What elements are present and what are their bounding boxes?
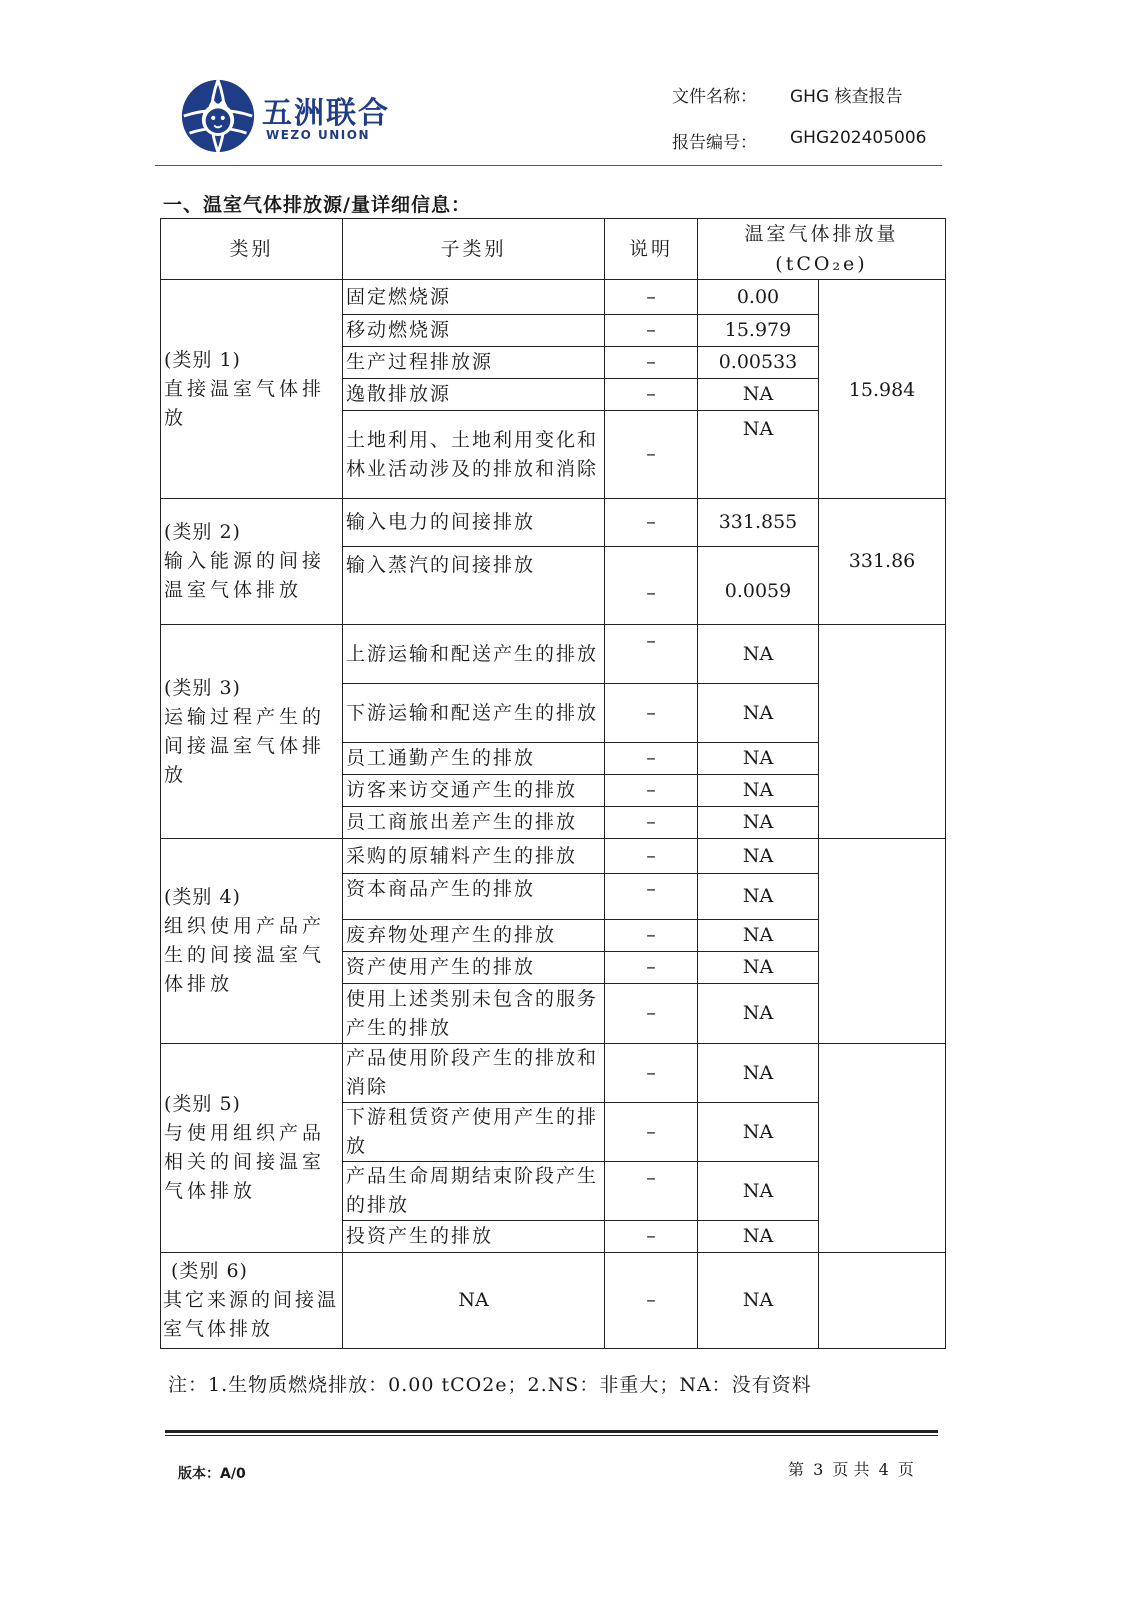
emission-value: NA (698, 1253, 819, 1349)
emission-value: NA (698, 743, 819, 775)
footer-divider-thick (165, 1430, 938, 1433)
version-label: 版本：A/0 (178, 1466, 246, 1482)
subcategory-cell: 使用上述类别未包含的服务产生的排放 (343, 984, 605, 1044)
page-prefix: 第 (788, 1460, 805, 1479)
subcategory-cell: 输入蒸汽的间接排放 (343, 547, 605, 625)
emission-value: NA (698, 411, 819, 499)
category-total (819, 839, 946, 1044)
emission-value: 0.00533 (698, 347, 819, 379)
header-emission-title: 温室气体排放量 (744, 223, 899, 245)
subcategory-cell: 下游运输和配送产生的排放 (343, 684, 605, 743)
emissions-table (160, 218, 946, 1349)
note-cell: – (605, 839, 698, 874)
note-cell: – (605, 1103, 698, 1162)
table-row (161, 280, 946, 315)
emission-value: NA (698, 1221, 819, 1253)
subcategory-cell: 资本商品产生的排放 (343, 874, 605, 920)
emission-value: 15.979 (698, 315, 819, 347)
doc-name-value: GHG 核查报告 (790, 87, 903, 107)
header-subcategory: 子类别 (343, 219, 605, 280)
emission-value: NA (698, 984, 819, 1044)
doc-name-label: 文件名称： (672, 87, 757, 107)
subcategory-cell: 固定燃烧源 (343, 280, 605, 315)
category-name: 运输过程产生的间接温室气体排放 (164, 705, 326, 786)
table-row (161, 625, 946, 684)
note-cell: – (605, 920, 698, 952)
emission-value: NA (698, 625, 819, 684)
note-cell: – (605, 874, 698, 920)
note-cell: – (605, 743, 698, 775)
emission-value: 331.855 (698, 499, 819, 547)
emission-value: NA (698, 920, 819, 952)
table-row (161, 499, 946, 547)
category-total: 331.86 (819, 499, 946, 625)
emission-value: NA (698, 839, 819, 874)
category-cell (161, 1253, 343, 1349)
page-suffix: 页 (897, 1460, 914, 1479)
emission-value: NA (698, 807, 819, 839)
category-name: 与使用组织产品相关的间接温室气体排放 (164, 1122, 326, 1202)
subcategory-cell: 员工通勤产生的排放 (343, 743, 605, 775)
header-emission-unit: (tCO₂e) (775, 253, 868, 275)
table-row (161, 1044, 946, 1103)
note-cell: – (605, 625, 698, 684)
category-number: (类别 4) (164, 886, 241, 908)
section-title: 一、温室气体排放源/量详细信息： (163, 194, 471, 216)
note-cell: – (605, 952, 698, 984)
wezo-logo-icon (180, 78, 256, 154)
subcategory-cell: 下游租赁资产使用产生的排放 (343, 1103, 605, 1162)
emission-value: NA (698, 379, 819, 411)
subcategory-cell: 产品生命周期结束阶段产生的排放 (343, 1162, 605, 1221)
subcategory-cell: 采购的原辅料产生的排放 (343, 839, 605, 874)
page-total: 4 (878, 1460, 889, 1479)
subcategory-cell: 移动燃烧源 (343, 315, 605, 347)
footer-divider-thin (165, 1435, 938, 1436)
emission-value: NA (698, 1103, 819, 1162)
brand-name-en: WEZO UNION (266, 128, 371, 142)
subcategory-cell: 访客来访交通产生的排放 (343, 775, 605, 807)
emission-value: NA (698, 952, 819, 984)
category-number: (类别 1) (164, 348, 241, 371)
category-number: (类别 5) (164, 1093, 241, 1115)
report-no-label: 报告编号： (672, 133, 757, 153)
note-cell: – (605, 411, 698, 499)
category-cell (161, 499, 343, 625)
category-cell (161, 625, 343, 839)
table-row (161, 1253, 946, 1349)
category-total: 15.984 (819, 280, 946, 499)
subcategory-cell: NA (343, 1253, 605, 1349)
emission-value: NA (698, 874, 819, 920)
category-name: 输入能源的间接温室气体排放 (164, 550, 326, 601)
note-cell: – (605, 315, 698, 347)
note-cell: – (605, 547, 698, 625)
subcategory-cell: 投资产生的排放 (343, 1221, 605, 1253)
note-cell: – (605, 807, 698, 839)
emission-value: NA (698, 1044, 819, 1103)
table-header-row (161, 219, 946, 280)
header-category: 类别 (161, 219, 343, 280)
subcategory-cell: 土地利用、土地利用变化和林业活动涉及的排放和消除 (343, 411, 605, 499)
category-name: 组织使用产品产生的间接温室气体排放 (164, 915, 326, 995)
note-cell: – (605, 775, 698, 807)
header-emission (698, 219, 946, 280)
page-number: 3 (813, 1460, 824, 1479)
note-cell: – (605, 347, 698, 379)
category-cell (161, 839, 343, 1044)
category-number: (类别 6) (171, 1260, 248, 1282)
subcategory-cell: 废弃物处理产生的排放 (343, 920, 605, 952)
category-number: (类别 2) (164, 521, 241, 543)
note-cell: – (605, 1221, 698, 1253)
category-name: 直接温室气体排放 (164, 377, 326, 429)
subcategory-cell: 生产过程排放源 (343, 347, 605, 379)
note-cell: – (605, 379, 698, 411)
note-cell: – (605, 1162, 698, 1221)
emission-value: NA (698, 775, 819, 807)
table-row (161, 839, 946, 874)
category-total (819, 625, 946, 839)
footnote: 注：1.生物质燃烧排放：0.00 tCO2e；2.NS：非重大；NA：没有资料 (168, 1374, 812, 1396)
emission-value: 0.0059 (698, 547, 819, 625)
report-no-value: GHG202405006 (790, 128, 927, 148)
subcategory-cell: 资产使用产生的排放 (343, 952, 605, 984)
subcategory-cell: 输入电力的间接排放 (343, 499, 605, 547)
subcategory-cell: 上游运输和配送产生的排放 (343, 625, 605, 684)
category-total (819, 1044, 946, 1253)
note-cell: – (605, 1044, 698, 1103)
note-cell: – (605, 1253, 698, 1349)
header-note: 说明 (605, 219, 698, 280)
emission-value: NA (698, 1162, 819, 1221)
emission-value: 0.00 (698, 280, 819, 315)
brand-name-cn: 五洲联合 (262, 96, 390, 131)
note-cell: – (605, 684, 698, 743)
page-mid: 页 共 (832, 1460, 870, 1479)
category-number: (类别 3) (164, 676, 241, 699)
category-cell (161, 1044, 343, 1253)
page-indicator (786, 1457, 916, 1480)
category-name: 其它来源的间接温室气体排放 (163, 1289, 340, 1340)
category-total (819, 1253, 946, 1349)
subcategory-cell: 产品使用阶段产生的排放和消除 (343, 1044, 605, 1103)
subcategory-cell: 逸散排放源 (343, 379, 605, 411)
header-divider (155, 165, 942, 166)
category-cell (161, 280, 343, 499)
note-cell: – (605, 280, 698, 315)
note-cell: – (605, 984, 698, 1044)
emission-value: NA (698, 684, 819, 743)
note-cell: – (605, 499, 698, 547)
subcategory-cell: 员工商旅出差产生的排放 (343, 807, 605, 839)
